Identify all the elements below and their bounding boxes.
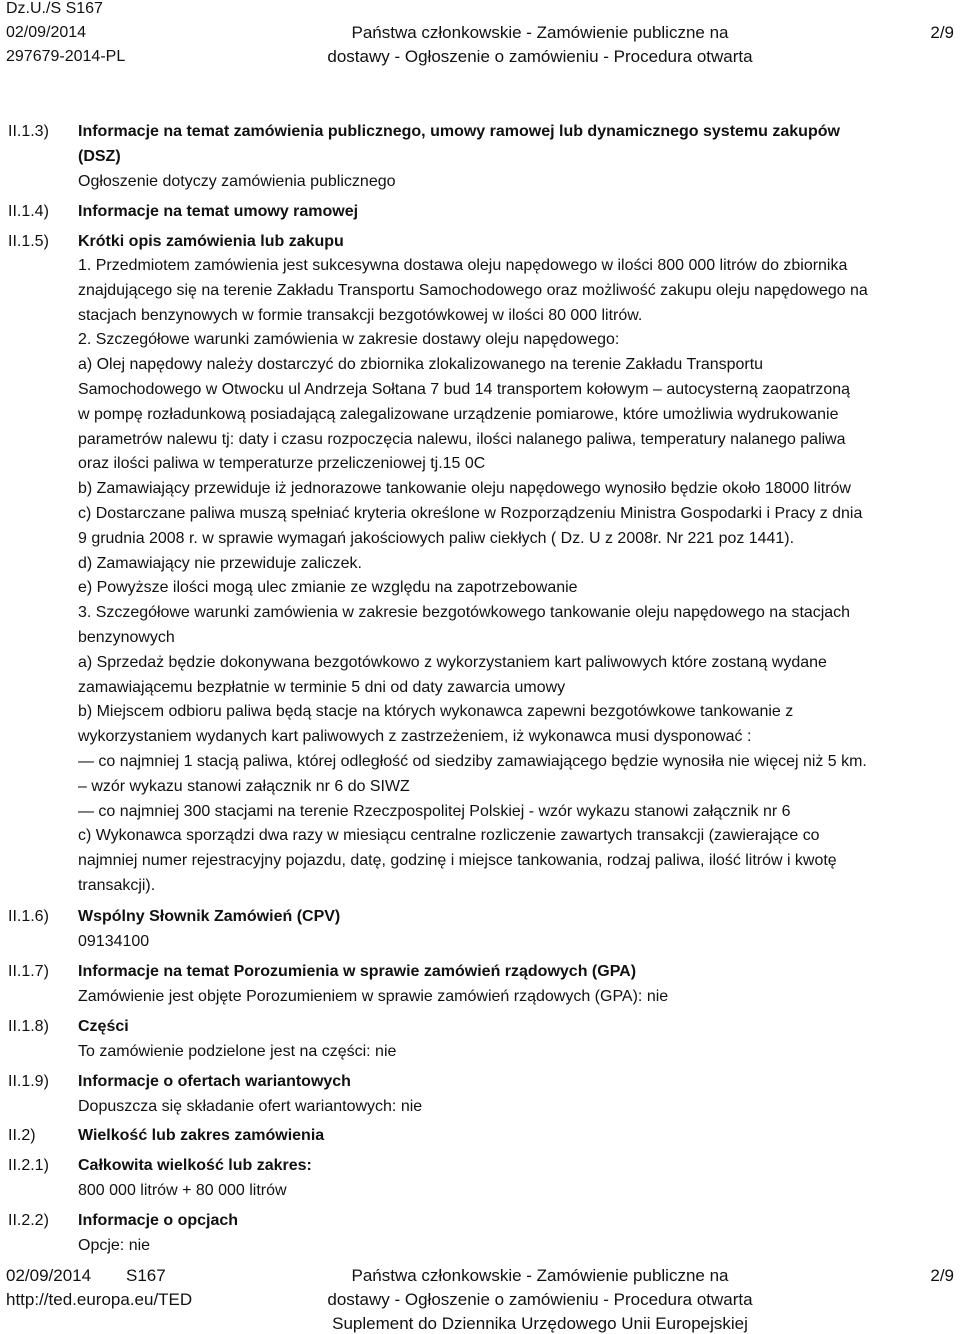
section-title: Informacje na temat zamówienia publicznego, umowy ramowej lub dynamicznego systemu zakupów <box>78 123 840 140</box>
footer-supplement: Suplement do Dziennika Urzędowego Unii Europejskiej <box>332 1314 748 1333</box>
description-line: – wzór wykazu stanowi załącznik nr 6 do SIWZ <box>78 777 410 795</box>
section-title: Całkowita wielkość lub zakres: <box>78 1157 312 1174</box>
notice-id: 297679-2014-PL <box>6 48 126 65</box>
description-line: b) Zamawiający przewiduje iż jednorazowe tankowanie oleju napędowego wynosiło będzie około 18000 litrów <box>78 480 851 498</box>
section-number: II.1.5) <box>8 233 49 250</box>
section-value: Ogłoszenie dotyczy zamówienia publicznego <box>78 173 396 190</box>
section-title: Informacje na temat Porozumienia w sprawie zamówień rządowych (GPA) <box>78 963 637 980</box>
section-value: Opcje: nie <box>78 1237 151 1254</box>
section-number: II.1.8) <box>8 1018 49 1035</box>
description-line: c) Wykonawca sporządzi dwa razy w miesiącu centralne rozliczenie zawartych transakcji (zawierające co <box>78 827 820 845</box>
description-line: Samochodowego w Otwocku ul Andrzeja Sołtana 7 bud 14 transportem kołowym – autocysterną zaopatrzoną <box>78 380 851 398</box>
description-line: stacjach benzynowych w formie transakcji bezgotówkowej w ilości 80 000 litrów. <box>78 306 643 324</box>
description-line: znajdującego się na terenie Zakładu Transportu Samochodowego oraz możliwość zakupu oleju napędowego na <box>78 281 868 299</box>
section-title: Informacje o opcjach <box>78 1212 239 1229</box>
description-line: — co najmniej 300 stacjami na terenie Rzeczpospolitej Polskiej - wzór wykazu stanowi załącznik nr 6 <box>78 802 791 820</box>
description-line: w pompę rozładunkową posiadającą zalegalizowane urządzenie pomiarowe, które umożliwia wydrukowanie <box>78 405 839 423</box>
section-title: Wielkość lub zakres zamówienia <box>78 1127 325 1144</box>
header-page-number: 2/9 <box>930 23 954 42</box>
section-title: Krótki opis zamówienia lub zakupu <box>78 233 344 250</box>
description-line: c) Dostarczane paliwa muszą spełniać kryteria określone w Rozporządzeniu Ministra Gospodarki i Pracy z dnia <box>78 504 863 522</box>
section-number: II.1.3) <box>8 123 49 140</box>
description-line: wykorzystaniem wydanych kart paliwowych z zastrzeżeniem, iż wykonawca musi dysponować : <box>78 728 752 746</box>
header-title-line1: Państwa członkowskie - Zamówienie publiczne na <box>351 23 729 42</box>
section-title: Informacje o ofertach wariantowych <box>78 1073 351 1090</box>
description-line: benzynowych <box>78 628 175 646</box>
description-line: parametrów nalewu tj: daty i czasu rozpoczęcia nalewu, ilości nalanego paliwa, temperatury nalanego paliwa <box>78 430 846 448</box>
description-line: b) Miejscem odbioru paliwa będą stacje na których wykonawca zapewni bezgotówkowe tankowanie z <box>78 703 794 721</box>
description-line: 9 grudnia 2008 r. w sprawie wymagań jakościowych paliw ciekłych ( Dz. U z 2008r. Nr 221 poz 1441). <box>78 529 795 547</box>
section-title: Wspólny Słownik Zamówień (CPV) <box>78 908 341 925</box>
footer-title-line1: Państwa członkowskie - Zamówienie publiczne na <box>351 1266 729 1285</box>
description-line: — co najmniej 1 stacją paliwa, której odległość od siedziby zamawiającego będzie wynosiła nie więcej niż 5 km. <box>78 752 867 770</box>
description-line: 2. Szczegółowe warunki zamówienia w zakresie dostawy oleju napędowego: <box>78 331 620 349</box>
description-line: e) Powyższe ilości mogą ulec zmianie ze względu na zapotrzebowanie <box>78 579 578 597</box>
contract-description <box>78 254 958 899</box>
section-title: Części <box>78 1018 129 1035</box>
footer-title-line2: dostawy - Ogłoszenie o zamówieniu - Procedura otwarta <box>327 1290 753 1309</box>
description-line: a) Sprzedaż będzie dokonywana bezgotówkowo z wykorzystaniem kart paliwowych które zostaną wydane <box>78 653 827 671</box>
footer-date: 02/09/2014 <box>6 1266 92 1285</box>
description-line: zamawiającemu bezpłatnie w terminie 5 dni od daty zawarcia umowy <box>78 678 566 696</box>
description-line: d) Zamawiający nie przewiduje zaliczek. <box>78 554 362 572</box>
section-number: II.1.9) <box>8 1073 49 1090</box>
cpv-code: 09134100 <box>78 933 150 950</box>
header-title-line2: dostawy - Ogłoszenie o zamówieniu - Procedura otwarta <box>327 47 753 66</box>
section-title: Informacje na temat umowy ramowej <box>78 203 359 220</box>
section-value: Dopuszcza się składanie ofert wariantowych: nie <box>78 1098 423 1115</box>
section-value: Zamówienie jest objęte Porozumieniem w sprawie zamówień rządowych (GPA): nie <box>78 988 669 1005</box>
section-title-cont: (DSZ) <box>78 148 121 165</box>
header-date: 02/09/2014 <box>6 24 87 41</box>
description-line: 3. Szczegółowe warunki zamówienia w zakresie bezgotówkowego tankowanie oleju napędowego na stacjach <box>78 604 851 622</box>
section-number: II.1.7) <box>8 963 49 980</box>
description-line: oraz ilości paliwa w temperaturze przeliczeniowej tj.15 0C <box>78 455 486 473</box>
section-value: To zamówienie podzielone jest na części: nie <box>78 1043 397 1060</box>
ted-link[interactable]: http://ted.europa.eu/TED <box>6 1290 193 1309</box>
description-line: najmniej numer rejestracyjny pojazdu, datę, godzinę i miejsce tankowania, rodzaj paliwa, ilość litrów i kwotę <box>78 852 837 870</box>
description-line: a) Olej napędowy należy dostarczyć do zbiornika zlokalizowanego na terenie Zakładu Transportu <box>78 356 764 374</box>
description-line: 1. Przedmiotem zamówienia jest sukcesywna dostawa oleju napędowego w ilości 800 000 litrów do zbiornika <box>78 257 848 274</box>
section-number: II.2) <box>8 1127 36 1144</box>
description-line: transakcji). <box>78 876 156 894</box>
total-quantity: 800 000 litrów + 80 000 litrów <box>78 1182 287 1199</box>
section-number: II.2.1) <box>8 1157 49 1174</box>
journal-ref: Dz.U./S S167 <box>6 0 103 17</box>
section-number: II.1.4) <box>8 203 49 220</box>
section-number: II.1.6) <box>8 908 49 925</box>
section-number: II.2.2) <box>8 1212 49 1229</box>
footer-series: S167 <box>126 1266 166 1285</box>
footer-page-number: 2/9 <box>930 1266 954 1285</box>
